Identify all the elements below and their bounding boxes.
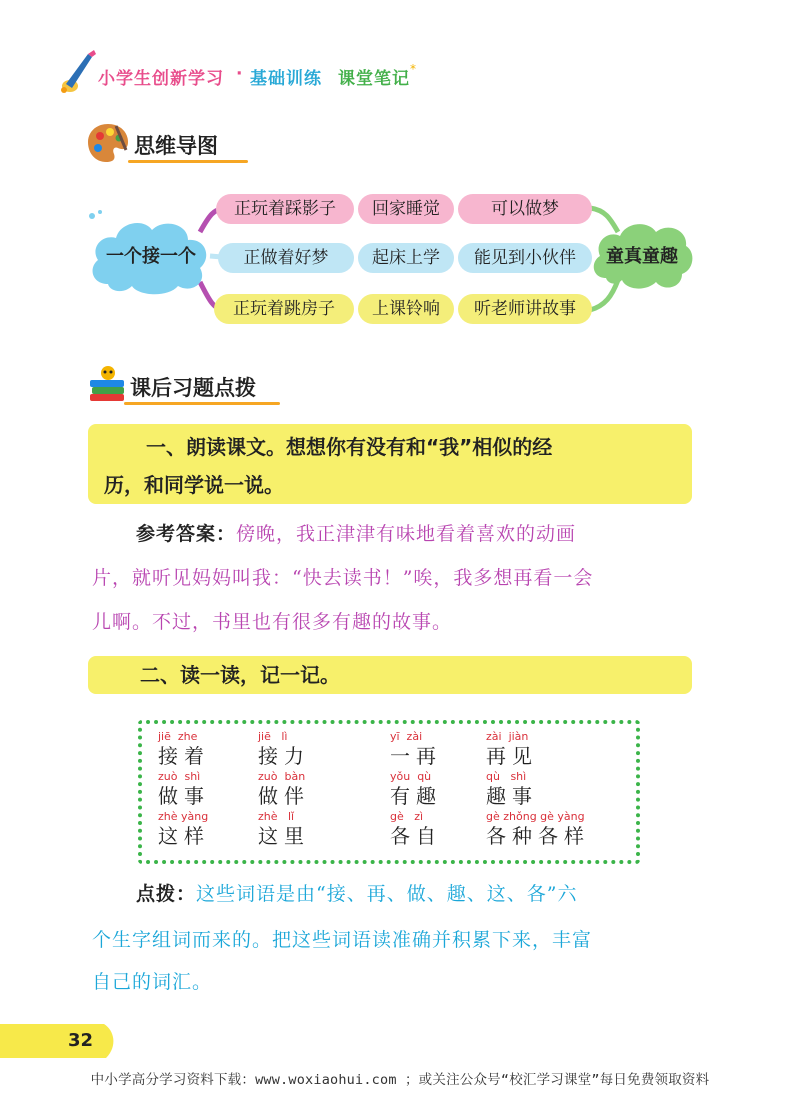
vocab-word: [390, 730, 442, 768]
vocab-word: [258, 730, 310, 768]
vocab-hanzi: 各自: [390, 824, 442, 848]
mindmap-row1-item: 可以做梦: [458, 194, 592, 224]
answer-line1: 傍晚，我正津津有味地看着喜欢的动画: [236, 523, 577, 545]
vocab-pinyin: zhè yàng: [158, 810, 209, 823]
vocab-pinyin: zuò bàn: [258, 770, 306, 783]
mindmap-center-left-wrap: [88, 242, 214, 268]
vocab-hanzi: 一再: [390, 744, 442, 768]
vocab-hanzi: 这样: [158, 824, 210, 848]
mindmap-row1-item: 正玩着踩影子: [216, 194, 354, 224]
vocab-pinyin: qù shì: [486, 770, 527, 783]
vocab-pinyin: zài jiàn: [486, 730, 529, 743]
vocab-word: [158, 770, 210, 808]
mindmap-center-right-wrap: [590, 242, 694, 268]
vocab-pinyin: gè zhǒng gè yàng: [486, 810, 585, 823]
vocab-hanzi: 做事: [158, 784, 210, 808]
vocab-hanzi: 有趣: [390, 784, 442, 808]
vocab-word: [486, 810, 590, 848]
tip-line3: 自己的词汇。: [92, 971, 213, 993]
footer-note: 中小学高分学习资料下载：www.woxiaohui.com ；或关注公众号“校汇学习课堂”每日免费领取资料: [90, 1072, 710, 1088]
mindmap-row2-item: 起床上学: [358, 243, 454, 273]
header-dot: ·: [236, 64, 244, 84]
answer-label: 参考答案：: [136, 523, 237, 545]
vocab-hanzi: 接力: [258, 744, 310, 768]
answer-line2: 片，就听见妈妈叫我：“快去读书！”唉，我多想再看一会: [92, 567, 594, 589]
header-book: 基础训练: [250, 69, 322, 89]
vocab-hanzi: 各种各样: [486, 824, 590, 848]
vocab-word: [486, 730, 538, 768]
mindmap-row3-item: 上课铃响: [358, 294, 454, 324]
header-series: 小学生创新学习: [98, 69, 224, 89]
tip-line1: 这些词语是由“接、再、做、趣、这、各”六: [196, 883, 578, 905]
vocab-pinyin: jiē zhe: [158, 730, 198, 743]
mindmap-row1-item: 回家睡觉: [358, 194, 454, 224]
vocab-pinyin: zhè lǐ: [258, 810, 295, 823]
vocab-hanzi: 接着: [158, 744, 210, 768]
vocab-word: [258, 770, 310, 808]
vocab-pinyin: yī zài: [390, 730, 423, 743]
vocab-pinyin: gè zì: [390, 810, 424, 823]
page-number: 32: [68, 1030, 94, 1051]
vocab-word: [390, 810, 442, 848]
question1-line1: 一、朗读课文。想想你有没有和“我”相似的经: [146, 435, 553, 459]
answer-line3: 儿啊。不过，书里也有很多有趣的故事。: [92, 611, 453, 633]
vocab-word: [258, 810, 310, 848]
question1-line2: 历，和同学说一说。: [104, 473, 284, 497]
vocab-pinyin: zuò shì: [158, 770, 201, 783]
mindmap-row2-item: 正做着好梦: [218, 243, 354, 273]
tip-line2: 个生字组词而来的。把这些词语读准确并积累下来，丰富: [92, 929, 593, 951]
mindmap-row3-item: 正玩着跳房子: [214, 294, 354, 324]
exercise-title: 课后习题点拨: [130, 376, 256, 400]
mindmap-center-left: 一个接一个: [106, 246, 196, 267]
vocab-pinyin: yǒu qù: [390, 770, 432, 783]
vocab-pinyin: jiē lì: [258, 730, 288, 743]
vocab-word: [158, 810, 210, 848]
vocab-word: [486, 770, 538, 808]
question2-text: 二、读一读，记一记。: [140, 663, 340, 687]
exercise-title-underline: [124, 402, 280, 405]
tip-label: 点拨：: [136, 883, 197, 905]
vocab-hanzi: 做伴: [258, 784, 310, 808]
mindmap-row2-item: 能见到小伙伴: [458, 243, 592, 273]
page-number-badge: [0, 1024, 118, 1058]
mindmap-title: 思维导图: [134, 134, 218, 158]
vocab-word: [158, 730, 210, 768]
vocab-hanzi: 再见: [486, 744, 538, 768]
books-owl-icon: [88, 364, 128, 406]
mindmap-center-right: 童真童趣: [606, 246, 678, 267]
header-notes: 课堂笔记: [338, 69, 410, 89]
vocab-word: [390, 770, 442, 808]
mindmap-row3-item: 听老师讲故事: [458, 294, 592, 324]
vocab-hanzi: 这里: [258, 824, 310, 848]
header-star: *: [410, 62, 416, 76]
vocab-hanzi: 趣事: [486, 784, 538, 808]
